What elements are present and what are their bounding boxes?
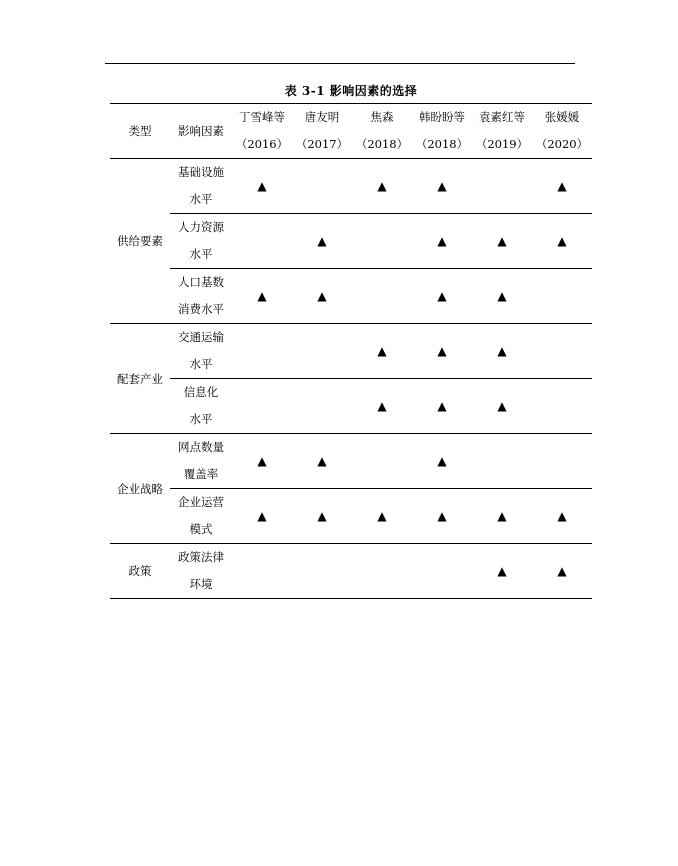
triangle-marker-icon: ▲: [377, 344, 387, 358]
mark-cell: [532, 379, 592, 434]
mark-cell: [292, 214, 352, 269]
triangle-marker-icon: ▲: [497, 564, 507, 578]
source-name: 唐友明: [304, 110, 340, 124]
factor-text: 企业运营: [178, 495, 224, 509]
factor-text: 水平: [189, 357, 213, 371]
header-factor: 影响因素: [170, 104, 232, 159]
mark-cell: [412, 159, 472, 214]
factor-text: 人口基数: [178, 275, 224, 289]
triangle-marker-icon: ▲: [437, 179, 447, 193]
mark-cell: [292, 489, 352, 544]
source-name: 焦森: [370, 110, 394, 124]
triangle-marker-icon: ▲: [557, 564, 567, 578]
source-year: （2020）: [535, 137, 589, 151]
mark-cell: [532, 434, 592, 489]
factor-cell: [170, 379, 232, 434]
mark-cell: [472, 324, 532, 379]
factor-text: 水平: [189, 412, 213, 426]
factor-text: 水平: [189, 192, 213, 206]
factor-cell: [170, 324, 232, 379]
mark-cell: [292, 544, 352, 599]
mark-cell: [352, 379, 412, 434]
table-caption: 表 3-1 影响因素的选择: [284, 84, 418, 98]
top-rule: [105, 63, 575, 64]
source-year: （2017）: [295, 137, 349, 151]
table-row: [110, 159, 592, 214]
factor-text: 环境: [189, 577, 213, 591]
mark-cell: [532, 269, 592, 324]
mark-cell: [232, 269, 292, 324]
mark-cell: [472, 489, 532, 544]
header-source: [412, 104, 472, 159]
mark-cell: [412, 489, 472, 544]
triangle-marker-icon: ▲: [257, 509, 267, 523]
triangle-marker-icon: ▲: [257, 179, 267, 193]
header-source: [232, 104, 292, 159]
triangle-marker-icon: ▲: [437, 454, 447, 468]
triangle-marker-icon: ▲: [257, 289, 267, 303]
header-type: 类型: [110, 104, 170, 159]
triangle-marker-icon: ▲: [317, 509, 327, 523]
mark-cell: [352, 544, 412, 599]
factor-text: 模式: [189, 522, 213, 536]
table-row: [110, 214, 592, 269]
table-row: [110, 544, 592, 599]
mark-cell: [412, 434, 472, 489]
triangle-marker-icon: ▲: [377, 399, 387, 413]
mark-cell: [232, 159, 292, 214]
factor-text: 基础设施: [178, 165, 224, 179]
mark-cell: [292, 434, 352, 489]
factor-cell: [170, 544, 232, 599]
triangle-marker-icon: ▲: [557, 179, 567, 193]
mark-cell: [352, 159, 412, 214]
mark-cell: [352, 269, 412, 324]
mark-cell: [232, 214, 292, 269]
mark-cell: [352, 324, 412, 379]
mark-cell: [532, 159, 592, 214]
type-cell: 供给要素: [110, 159, 170, 324]
source-year: （2018）: [415, 137, 469, 151]
triangle-marker-icon: ▲: [437, 399, 447, 413]
triangle-marker-icon: ▲: [437, 234, 447, 248]
source-name: 丁雪峰等: [239, 110, 285, 124]
mark-cell: [412, 379, 472, 434]
table-row: [110, 269, 592, 324]
mark-cell: [472, 159, 532, 214]
mark-cell: [532, 324, 592, 379]
table-row: [110, 379, 592, 434]
mark-cell: [232, 434, 292, 489]
triangle-marker-icon: ▲: [317, 234, 327, 248]
triangle-marker-icon: ▲: [377, 509, 387, 523]
table-row: [110, 489, 592, 544]
triangle-marker-icon: ▲: [317, 454, 327, 468]
factor-text: 人力资源: [178, 220, 224, 234]
factor-text: 政策法律: [178, 550, 224, 564]
factor-text: 交通运输: [178, 330, 224, 344]
triangle-marker-icon: ▲: [317, 289, 327, 303]
factor-cell: [170, 159, 232, 214]
mark-cell: [292, 159, 352, 214]
mark-cell: [292, 324, 352, 379]
mark-cell: [412, 324, 472, 379]
factor-cell: [170, 269, 232, 324]
source-year: （2019）: [475, 137, 529, 151]
table-body: [110, 159, 592, 599]
mark-cell: [532, 214, 592, 269]
type-cell: 政策: [110, 544, 170, 599]
mark-cell: [292, 379, 352, 434]
type-cell: 企业战略: [110, 434, 170, 544]
header-row: [110, 104, 592, 159]
triangle-marker-icon: ▲: [437, 289, 447, 303]
factor-cell: [170, 489, 232, 544]
mark-cell: [352, 489, 412, 544]
triangle-marker-icon: ▲: [497, 399, 507, 413]
mark-cell: [232, 489, 292, 544]
mark-cell: [232, 544, 292, 599]
factor-text: 信息化: [183, 385, 219, 399]
triangle-marker-icon: ▲: [497, 344, 507, 358]
source-name: 袁素红等: [479, 110, 525, 124]
source-year: （2016）: [235, 137, 289, 151]
mark-cell: [532, 544, 592, 599]
triangle-marker-icon: ▲: [497, 509, 507, 523]
mark-cell: [232, 324, 292, 379]
header-source: [472, 104, 532, 159]
type-cell: 配套产业: [110, 324, 170, 434]
triangle-marker-icon: ▲: [437, 344, 447, 358]
triangle-marker-icon: ▲: [557, 234, 567, 248]
factor-cell: [170, 214, 232, 269]
source-year: （2018）: [355, 137, 409, 151]
mark-cell: [532, 489, 592, 544]
factor-text: 网点数量: [178, 440, 224, 454]
mark-cell: [472, 434, 532, 489]
triangle-marker-icon: ▲: [437, 509, 447, 523]
mark-cell: [412, 214, 472, 269]
mark-cell: [472, 214, 532, 269]
header-source: [532, 104, 592, 159]
triangle-marker-icon: ▲: [377, 179, 387, 193]
factor-text: 覆盖率: [183, 467, 219, 481]
header-source: [352, 104, 412, 159]
mark-cell: [412, 269, 472, 324]
source-name: 韩盼盼等: [419, 110, 465, 124]
factor-cell: [170, 434, 232, 489]
mark-cell: [352, 434, 412, 489]
source-name: 张媛媛: [544, 110, 580, 124]
header-source: [292, 104, 352, 159]
triangle-marker-icon: ▲: [257, 454, 267, 468]
table-row: [110, 434, 592, 489]
mark-cell: [472, 269, 532, 324]
mark-cell: [352, 214, 412, 269]
mark-cell: [412, 544, 472, 599]
triangle-marker-icon: ▲: [497, 289, 507, 303]
triangle-marker-icon: ▲: [497, 234, 507, 248]
factor-text: 消费水平: [178, 302, 224, 316]
mark-cell: [472, 379, 532, 434]
table-row: [110, 324, 592, 379]
triangle-marker-icon: ▲: [557, 509, 567, 523]
mark-cell: [292, 269, 352, 324]
mark-cell: [232, 379, 292, 434]
mark-cell: [472, 544, 532, 599]
factor-text: 水平: [189, 247, 213, 261]
factor-selection-table: [110, 103, 592, 599]
